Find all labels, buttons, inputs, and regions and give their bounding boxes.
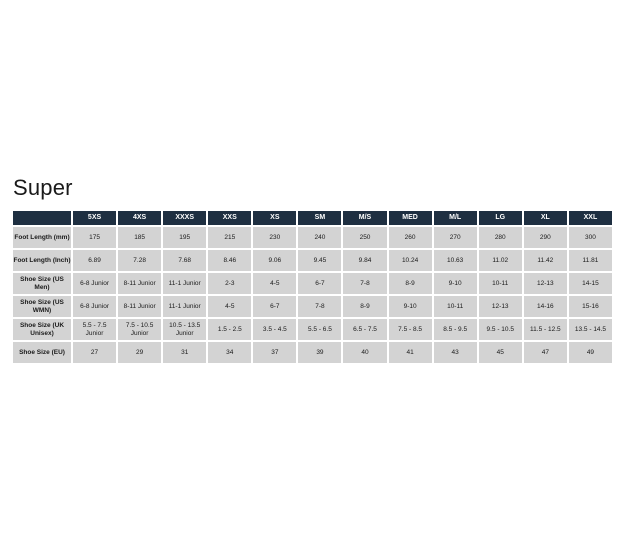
table-row — [13, 227, 612, 248]
row-label: Shoe Size (UK Unisex) — [13, 319, 71, 340]
table-row — [13, 319, 612, 340]
table-cell: 6-7 — [298, 273, 341, 294]
table-cell: 280 — [479, 227, 522, 248]
table-cell: 6-8 Junior — [73, 273, 116, 294]
table-cell: 215 — [208, 227, 251, 248]
table-cell: 10-11 — [479, 273, 522, 294]
column-header: MED — [389, 211, 432, 225]
table-cell: 230 — [253, 227, 296, 248]
row-label: Shoe Size (US WMN) — [13, 296, 71, 317]
table-cell: 9-10 — [434, 273, 477, 294]
table-cell: 7-8 — [343, 273, 386, 294]
table-header-row — [13, 211, 612, 225]
table-cell: 12-13 — [479, 296, 522, 317]
table-cell: 6.89 — [73, 250, 116, 271]
column-header: M/L — [434, 211, 477, 225]
row-label: Shoe Size (EU) — [13, 342, 71, 363]
table-cell: 8.5 - 9.5 — [434, 319, 477, 340]
table-cell: 195 — [163, 227, 206, 248]
table-cell: 37 — [253, 342, 296, 363]
table-cell: 1.5 - 2.5 — [208, 319, 251, 340]
row-label: Foot Length (mm) — [13, 227, 71, 248]
table-cell: 40 — [343, 342, 386, 363]
table-cell: 7.5 - 8.5 — [389, 319, 432, 340]
column-header: XL — [524, 211, 567, 225]
table-cell: 49 — [569, 342, 612, 363]
table-cell: 6.5 - 7.5 — [343, 319, 386, 340]
table-cell: 240 — [298, 227, 341, 248]
table-cell: 41 — [389, 342, 432, 363]
table-cell: 29 — [118, 342, 161, 363]
table-cell: 39 — [298, 342, 341, 363]
table-cell: 7.28 — [118, 250, 161, 271]
table-row — [13, 296, 612, 317]
table-cell: 8-11 Junior — [118, 273, 161, 294]
table-cell: 175 — [73, 227, 116, 248]
table-cell: 3.5 - 4.5 — [253, 319, 296, 340]
table-cell: 12-13 — [524, 273, 567, 294]
table-cell: 14-16 — [524, 296, 567, 317]
table-cell: 11.5 - 12.5 — [524, 319, 567, 340]
table-cell: 47 — [524, 342, 567, 363]
table-cell: 14-15 — [569, 273, 612, 294]
table-cell: 250 — [343, 227, 386, 248]
table-cell: 290 — [524, 227, 567, 248]
table-cell: 300 — [569, 227, 612, 248]
table-cell: 5.5 - 7.5 Junior — [73, 319, 116, 340]
table-cell: 11.42 — [524, 250, 567, 271]
column-header: XXL — [569, 211, 612, 225]
header-corner-cell — [13, 211, 71, 225]
table-cell: 10.63 — [434, 250, 477, 271]
table-cell: 7.68 — [163, 250, 206, 271]
table-cell: 9.5 - 10.5 — [479, 319, 522, 340]
column-header: 5XS — [73, 211, 116, 225]
table-cell: 2-3 — [208, 273, 251, 294]
table-cell: 4-5 — [253, 273, 296, 294]
table-cell: 15-16 — [569, 296, 612, 317]
table-cell: 260 — [389, 227, 432, 248]
column-header: M/S — [343, 211, 386, 225]
table-cell: 7-8 — [298, 296, 341, 317]
size-chart-table — [11, 209, 614, 365]
table-cell: 8-11 Junior — [118, 296, 161, 317]
table-cell: 31 — [163, 342, 206, 363]
table-cell: 10-11 — [434, 296, 477, 317]
table-cell: 8.46 — [208, 250, 251, 271]
column-header: 4XS — [118, 211, 161, 225]
column-header: XXXS — [163, 211, 206, 225]
table-cell: 43 — [434, 342, 477, 363]
column-header: XS — [253, 211, 296, 225]
table-row — [13, 273, 612, 294]
table-cell: 45 — [479, 342, 522, 363]
table-row — [13, 250, 612, 271]
table-cell: 11.81 — [569, 250, 612, 271]
table-cell: 7.5 - 10.5 Junior — [118, 319, 161, 340]
column-header: LG — [479, 211, 522, 225]
column-header: XXS — [208, 211, 251, 225]
table-cell: 10.24 — [389, 250, 432, 271]
row-label: Foot Length (Inch) — [13, 250, 71, 271]
table-cell: 8-9 — [343, 296, 386, 317]
table-row — [13, 342, 612, 363]
table-cell: 34 — [208, 342, 251, 363]
table-cell: 6-7 — [253, 296, 296, 317]
column-header: SM — [298, 211, 341, 225]
page-title: Super — [13, 175, 73, 200]
table-cell: 5.5 - 6.5 — [298, 319, 341, 340]
row-label: Shoe Size (US Men) — [13, 273, 71, 294]
table-cell: 4-5 — [208, 296, 251, 317]
table-cell: 11.02 — [479, 250, 522, 271]
table-cell: 9-10 — [389, 296, 432, 317]
table-cell: 13.5 - 14.5 — [569, 319, 612, 340]
table-cell: 185 — [118, 227, 161, 248]
table-cell: 11-1 Junior — [163, 273, 206, 294]
table-cell: 11-1 Junior — [163, 296, 206, 317]
table-cell: 9.84 — [343, 250, 386, 271]
table-cell: 9.06 — [253, 250, 296, 271]
table-cell: 9.45 — [298, 250, 341, 271]
table-cell: 6-8 Junior — [73, 296, 116, 317]
table-cell: 27 — [73, 342, 116, 363]
table-cell: 8-9 — [389, 273, 432, 294]
table-cell: 270 — [434, 227, 477, 248]
table-cell: 10.5 - 13.5 Junior — [163, 319, 206, 340]
